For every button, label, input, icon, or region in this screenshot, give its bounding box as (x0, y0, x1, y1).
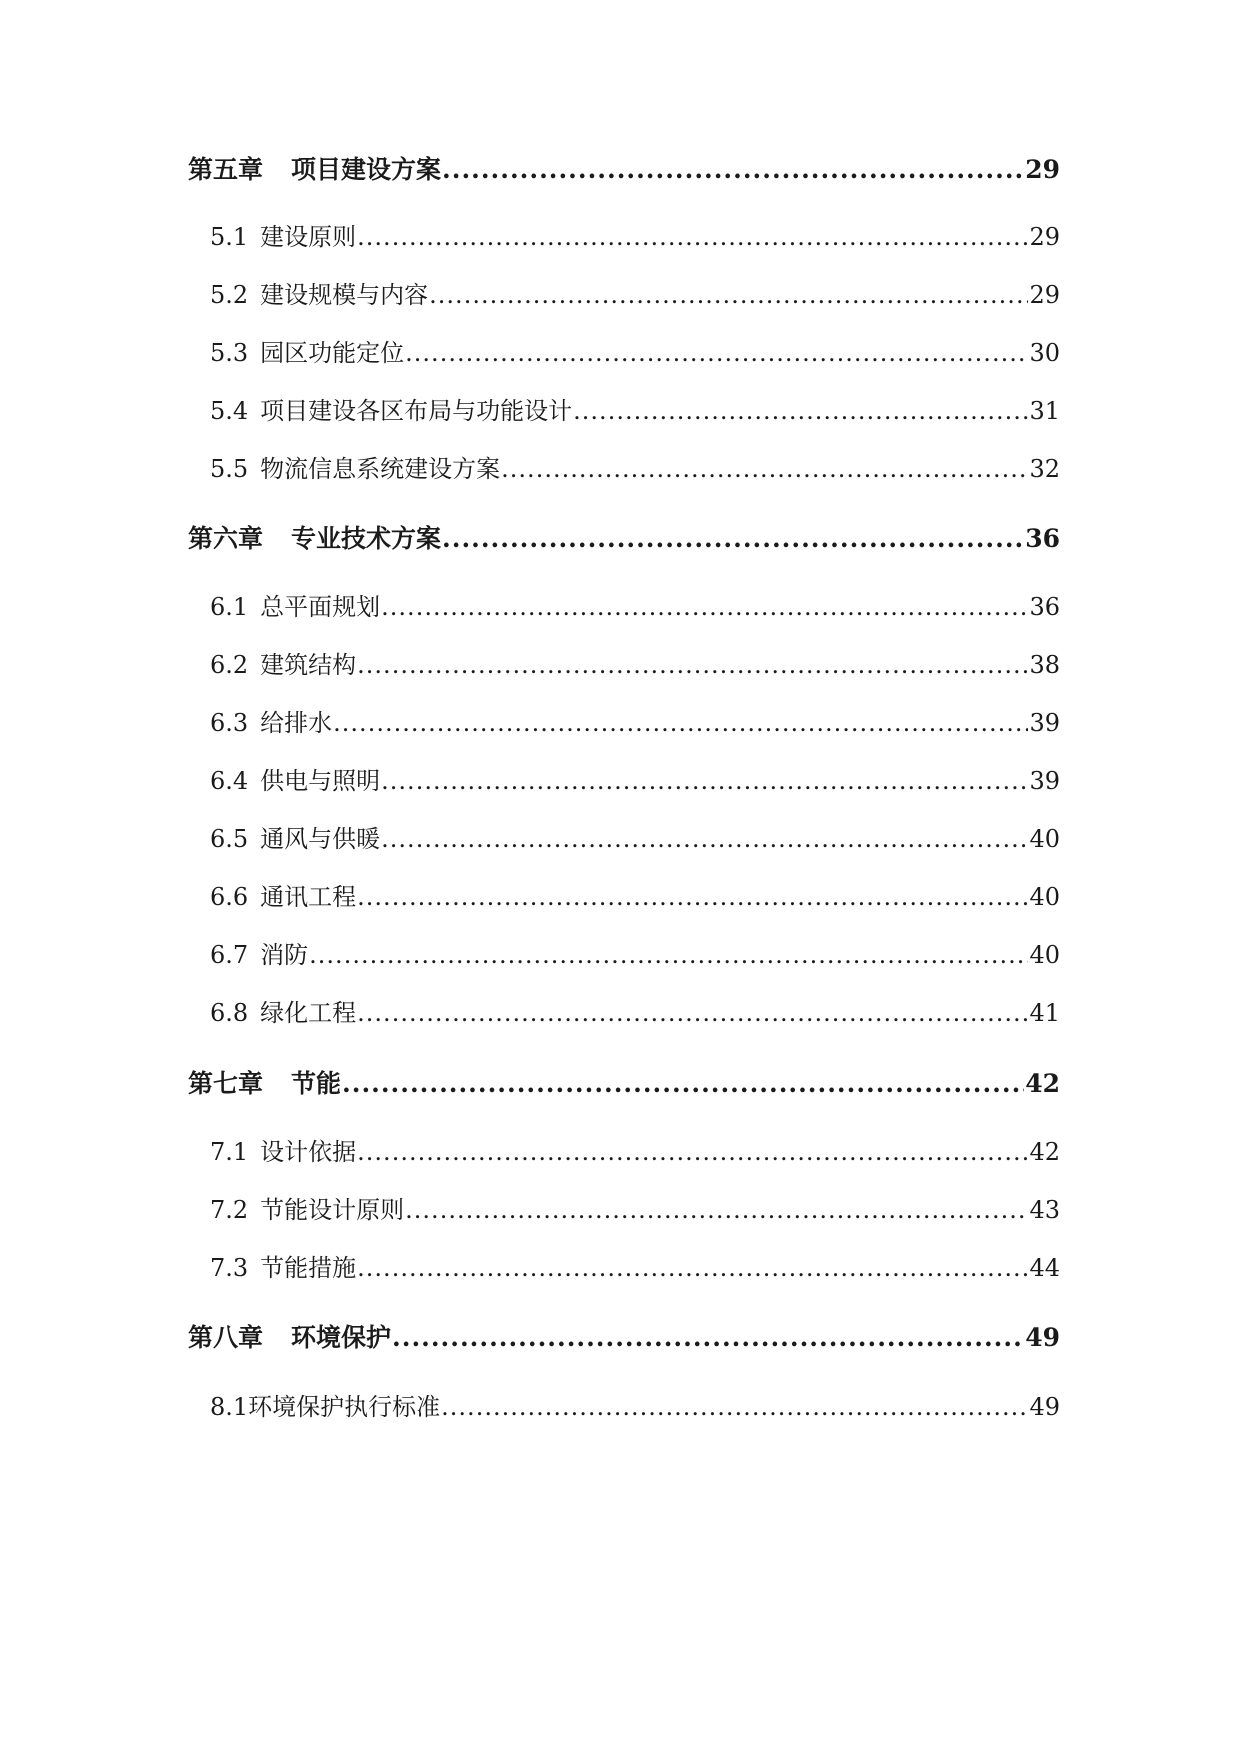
dot-leader (333, 709, 1028, 737)
dot-leader (309, 941, 1028, 969)
dot-leader (357, 223, 1028, 251)
toc-chapter-entry[interactable] (188, 519, 1060, 553)
toc-section-entry[interactable] (188, 1248, 1060, 1282)
section-number: 5.3 (210, 339, 249, 367)
toc-chapter-entry[interactable] (188, 1064, 1060, 1098)
page-number: 40 (1029, 883, 1060, 911)
chapter-title: 环境保护 (291, 1323, 392, 1352)
chapter-title: 项目建设方案 (291, 155, 442, 184)
toc-chapter-entry[interactable] (188, 1318, 1060, 1352)
section-title: 项目建设各区布局与功能设计 (260, 397, 573, 425)
dot-leader (405, 339, 1028, 367)
page-number: 36 (1025, 524, 1060, 553)
toc-section-entry[interactable] (188, 449, 1060, 483)
section-title: 总平面规划 (260, 593, 381, 621)
section-number: 5.2 (210, 281, 249, 309)
section-number: 6.1 (210, 593, 249, 621)
page-number: 39 (1029, 767, 1060, 795)
section-title: 建筑结构 (260, 651, 357, 679)
section-title: 通风与供暖 (260, 825, 381, 853)
toc-entry-label (210, 877, 356, 912)
section-number: 6.2 (210, 651, 249, 679)
chapter-title: 专业技术方案 (291, 524, 442, 553)
page-number: 44 (1029, 1254, 1060, 1282)
dot-leader (342, 1069, 1024, 1098)
section-number: 6.4 (210, 767, 249, 795)
section-number: 6.8 (210, 999, 249, 1027)
dot-leader (357, 1254, 1028, 1282)
chapter-number: 第七章 (188, 1069, 264, 1098)
toc-section-entry[interactable] (188, 993, 1060, 1027)
section-title: 消防 (260, 941, 309, 969)
page-number: 42 (1029, 1138, 1060, 1166)
toc-section-entry[interactable] (188, 645, 1060, 679)
toc-section-entry[interactable] (188, 877, 1060, 911)
page-number: 40 (1029, 825, 1060, 853)
page-number: 49 (1029, 1393, 1060, 1421)
page-number: 36 (1029, 593, 1060, 621)
toc-entry-label (210, 819, 380, 854)
page-number: 41 (1029, 999, 1060, 1027)
toc-entry-label (210, 993, 356, 1028)
page-number: 49 (1025, 1323, 1060, 1352)
toc-section-entry[interactable] (188, 935, 1060, 969)
dot-leader (441, 1393, 1028, 1421)
dot-leader (357, 999, 1028, 1027)
section-title: 园区功能定位 (260, 339, 405, 367)
dot-leader (357, 651, 1028, 679)
section-number: 6.7 (210, 941, 249, 969)
toc-entry-label (210, 645, 356, 680)
section-number: 7.2 (210, 1196, 249, 1224)
section-title: 节能措施 (260, 1254, 357, 1282)
toc-section-entry[interactable] (188, 587, 1060, 621)
toc-entry-label (210, 587, 380, 622)
page-number: 29 (1029, 223, 1060, 251)
section-title: 建设原则 (260, 223, 357, 251)
toc-entry-label (188, 1318, 391, 1354)
dot-leader (442, 155, 1024, 184)
toc-section-entry[interactable] (188, 275, 1060, 309)
section-title: 建设规模与内容 (260, 281, 429, 309)
toc-chapter-entry[interactable] (188, 150, 1060, 184)
chapter-number: 第五章 (188, 155, 264, 184)
page-number: 29 (1029, 281, 1060, 309)
toc-entry-label (210, 333, 404, 368)
page-number: 40 (1029, 941, 1060, 969)
page-number: 30 (1029, 339, 1060, 367)
page-number: 29 (1025, 155, 1060, 184)
dot-leader (381, 767, 1028, 795)
section-title: 环境保护执行标准 (248, 1393, 441, 1421)
toc-section-entry[interactable] (188, 1387, 1060, 1421)
toc-section-entry[interactable] (188, 703, 1060, 737)
toc-section-entry[interactable] (188, 391, 1060, 425)
dot-leader (381, 825, 1028, 853)
dot-leader (381, 593, 1028, 621)
toc-section-entry[interactable] (188, 333, 1060, 367)
dot-leader (392, 1323, 1024, 1352)
toc-section-entry[interactable] (188, 761, 1060, 795)
chapter-number: 第六章 (188, 524, 264, 553)
dot-leader (357, 1138, 1028, 1166)
toc-entry-label (210, 935, 308, 970)
page-number: 39 (1029, 709, 1060, 737)
dot-leader (405, 1196, 1028, 1224)
section-number: 8.1 (210, 1393, 249, 1421)
toc-entry-label (188, 150, 441, 186)
toc-entry-label (210, 217, 356, 252)
chapter-title: 节能 (291, 1069, 342, 1098)
toc-section-entry[interactable] (188, 1190, 1060, 1224)
section-number: 5.1 (210, 223, 249, 251)
page-number: 31 (1029, 397, 1060, 425)
dot-leader (573, 397, 1028, 425)
dot-leader (357, 883, 1028, 911)
section-number: 7.1 (210, 1138, 249, 1166)
section-number: 6.5 (210, 825, 249, 853)
dot-leader (501, 455, 1028, 483)
toc-entry-label (188, 519, 441, 555)
section-title: 物流信息系统建设方案 (260, 455, 501, 483)
toc-entry-label (188, 1064, 341, 1100)
section-title: 通讯工程 (260, 883, 357, 911)
chapter-number: 第八章 (188, 1323, 264, 1352)
toc-entry-label (210, 761, 380, 796)
section-number: 7.3 (210, 1254, 249, 1282)
section-title: 节能设计原则 (260, 1196, 405, 1224)
page-number: 32 (1029, 455, 1060, 483)
toc-entry-label (210, 275, 428, 310)
section-title: 给排水 (260, 709, 333, 737)
toc-entry-label (210, 449, 500, 484)
toc-entry-label (210, 1190, 404, 1225)
page-number: 38 (1029, 651, 1060, 679)
dot-leader (429, 281, 1028, 309)
section-number: 6.6 (210, 883, 249, 911)
toc-entry-label (210, 1387, 440, 1422)
section-number: 5.5 (210, 455, 249, 483)
toc-section-entry[interactable] (188, 217, 1060, 251)
section-title: 绿化工程 (260, 999, 357, 1027)
dot-leader (442, 524, 1024, 553)
section-number: 6.3 (210, 709, 249, 737)
toc-section-entry[interactable] (188, 1132, 1060, 1166)
toc-entry-label (210, 1248, 356, 1283)
section-number: 5.4 (210, 397, 249, 425)
section-title: 设计依据 (260, 1138, 357, 1166)
section-title: 供电与照明 (260, 767, 381, 795)
page-number: 43 (1029, 1196, 1060, 1224)
toc-entry-label (210, 391, 572, 426)
toc-section-entry[interactable] (188, 819, 1060, 853)
toc-entry-label (210, 1132, 356, 1167)
page-number: 42 (1025, 1069, 1060, 1098)
toc-entry-label (210, 703, 332, 738)
